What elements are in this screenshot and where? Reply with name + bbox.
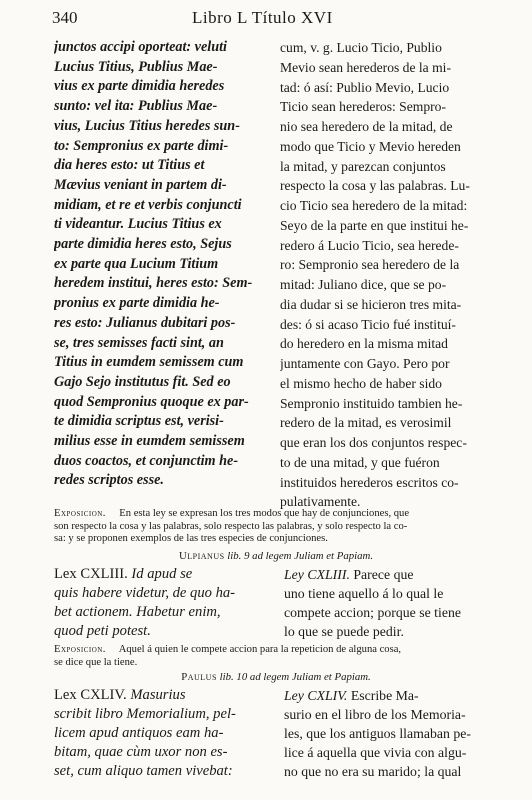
exposition-text: Aquel á quien le compete accion para la repeticion de alguna cosa, bbox=[118, 644, 402, 655]
text-line: to: Sempronius ex parte dimi- bbox=[54, 137, 229, 154]
latin-column bbox=[54, 38, 268, 491]
text-line: Mævius veniant in partem di- bbox=[54, 176, 227, 193]
text-line: pronius ex parte dimidia he- bbox=[54, 295, 220, 312]
lex-144-spanish bbox=[284, 686, 498, 781]
text-line: tad: ó así: Publio Mevio, Lucio bbox=[280, 79, 450, 95]
text-line: cio Ticio sea heredero de la mitad: bbox=[280, 198, 468, 213]
text-line: vius, Lucius Titius heredes sun- bbox=[54, 117, 240, 134]
source-citation-2 bbox=[54, 671, 498, 683]
text-line: pulativamente. bbox=[280, 494, 361, 510]
text-line: la mitad, y parezcan conjuntos bbox=[280, 158, 446, 174]
lex-line: set, cum aliquo tamen vivebat: bbox=[54, 763, 233, 779]
exposition-text: En esta ley se expresan los tres modos que hay de conjunciones, que bbox=[119, 508, 410, 519]
source-reference: lib. 9 ad legem Juliam et Papiam. bbox=[227, 550, 374, 562]
text-line: juntamente con Gayo. Pero por bbox=[280, 356, 450, 371]
text-line: modo que Ticio y Mevio hereden bbox=[280, 138, 461, 154]
text-line: cum, v. g. Lucio Ticio, Publio bbox=[280, 40, 442, 55]
text-line: dia heres esto: ut Titius et bbox=[54, 157, 205, 174]
ley-heading-line bbox=[284, 565, 498, 584]
text-line: vius ex parte dimidia heredes bbox=[54, 78, 225, 95]
text-line: redero á Lucio Ticio, sea herede- bbox=[280, 237, 459, 253]
text-line: se, tres semisses facti sint, an bbox=[54, 334, 224, 351]
exposition-line bbox=[54, 644, 498, 657]
ley-line: compete accion; porque se tiene bbox=[284, 605, 461, 620]
text-line: milius esse in eumdem semissem bbox=[54, 433, 245, 450]
lex-line: bet actionem. Habetur enim, bbox=[54, 604, 221, 620]
exposition-note-1 bbox=[54, 508, 498, 546]
ley-line: uno tiene aquello á lo qual le bbox=[284, 586, 444, 601]
exposition-line: sa: y se proponen exemplos de las tres especies de conjunciones. bbox=[54, 533, 328, 544]
source-citation-1 bbox=[54, 550, 498, 562]
lex-text: Masurius bbox=[130, 687, 186, 703]
text-line: Mevio sean herederos de la mi- bbox=[280, 59, 451, 75]
lex-line: licem apud antiquos eam ha- bbox=[54, 725, 224, 741]
text-line: quod Sempronius quoque ex par- bbox=[54, 393, 249, 410]
lex-heading-line bbox=[54, 686, 268, 705]
exposition-label: Exposicion. bbox=[54, 508, 106, 519]
exposition-note-2 bbox=[54, 644, 498, 669]
exposition-line: se dice que la tiene. bbox=[54, 656, 138, 668]
exposition-line bbox=[54, 508, 498, 521]
text-line: parte dimidia heres esto, Sejus bbox=[54, 236, 232, 253]
text-line: des: ó si acaso Ticio fué instituí- bbox=[280, 316, 456, 332]
lex-143-spanish bbox=[284, 565, 498, 641]
text-line: do heredero en la misma mitad bbox=[280, 336, 448, 352]
text-line: ex parte qua Lucium Titium bbox=[54, 255, 219, 272]
lex-line: quis habere videtur, de quo ha- bbox=[54, 585, 236, 601]
text-line: Lucius Titius, Publius Mae- bbox=[54, 58, 218, 75]
text-line: Ticio sean herederos: Sempro- bbox=[280, 99, 446, 115]
text-line: to de una mitad, y que fuéron bbox=[280, 454, 440, 470]
exposition-line: son respecto la cosa y las palabras, solo respecto las palabras, y solo respecto la co- bbox=[54, 520, 408, 532]
text-line: te dimidia scriptus est, verisi- bbox=[54, 413, 224, 430]
lex-line: quod peti potest. bbox=[54, 623, 151, 639]
ley-number: Ley CXLIV. bbox=[284, 688, 348, 703]
text-line: respecto la cosa y las palabras. Lu- bbox=[280, 178, 470, 194]
text-line: Seyo de la parte en que institui he- bbox=[280, 217, 469, 233]
source-author: Ulpianus bbox=[178, 550, 225, 562]
text-line: Sempronio instituido tambien he- bbox=[280, 395, 463, 411]
text-line: ti videantur. Lucius Titius ex bbox=[54, 216, 222, 233]
ley-text: Escribe Ma- bbox=[350, 688, 419, 703]
lex-line: bitam, quae cùm uxor non es- bbox=[54, 744, 228, 760]
ley-number: Ley CXLIII. bbox=[284, 567, 350, 582]
text-line: nio sea heredero de la mitad, de bbox=[280, 119, 453, 134]
lex-heading-line bbox=[54, 565, 268, 584]
text-line: Titius in eumdem semissem cum bbox=[54, 354, 244, 371]
text-line: que eran los dos conjuntos respec- bbox=[280, 435, 467, 450]
text-line: redero de la mitad, es verosimil bbox=[280, 415, 452, 431]
source-reference: lib. 10 ad legem Juliam et Papiam. bbox=[219, 671, 371, 683]
text-line: mitad: Juliano dice, que se po- bbox=[280, 277, 447, 292]
text-line: duos coactos, et conjunctim he- bbox=[54, 452, 239, 469]
page-number: 340 bbox=[52, 8, 78, 27]
lex-text: Id apud se bbox=[131, 566, 193, 582]
lex-143-latin bbox=[54, 565, 268, 641]
exposition-label: Exposicion. bbox=[54, 644, 106, 655]
text-line: el mismo hecho de haber sido bbox=[280, 375, 442, 391]
text-line: midiam, et re et verbis conjuncti bbox=[54, 196, 242, 213]
text-line: instituidos herederos escritos co- bbox=[280, 474, 459, 490]
ley-text: Parece que bbox=[353, 567, 414, 582]
lex-number: Lex CXLIV. bbox=[54, 687, 127, 703]
text-line: dia dudar si se hicieron tres mita- bbox=[280, 296, 462, 312]
text-line: sunto: vel ita: Publius Mae- bbox=[54, 98, 218, 115]
text-line: res esto: Julianus dubitari pos- bbox=[54, 314, 236, 331]
ley-line: les, que los antiguos llamaban pe- bbox=[284, 726, 471, 741]
text-line: junctos accipi oporteat: veluti bbox=[54, 39, 227, 55]
lex-line: scribit libro Memorialium, pel- bbox=[54, 706, 236, 722]
page-header bbox=[52, 8, 500, 32]
lex-number: Lex CXLIII. bbox=[54, 566, 128, 582]
ley-heading-line bbox=[284, 686, 498, 705]
ley-line: lice á aquella que vivia con algu- bbox=[284, 745, 467, 760]
source-author: Paulus bbox=[181, 671, 217, 683]
text-line: Gajo Sejo institutus fit. Sed eo bbox=[54, 373, 231, 390]
text-line: heredem institui, heres esto: Sem- bbox=[54, 275, 253, 292]
ley-line: lo que se puede pedir. bbox=[284, 624, 404, 639]
lex-144-latin bbox=[54, 686, 268, 781]
text-line: ro: Sempronio sea heredero de la bbox=[280, 257, 460, 273]
text-line: redes scriptos esse. bbox=[54, 472, 164, 489]
spanish-column bbox=[280, 38, 498, 512]
running-head: Libro L Título XVI bbox=[192, 8, 333, 27]
ley-line: no que no era su marido; la qual bbox=[284, 764, 462, 779]
ley-line: surio en el libro de los Memoria- bbox=[284, 707, 466, 722]
